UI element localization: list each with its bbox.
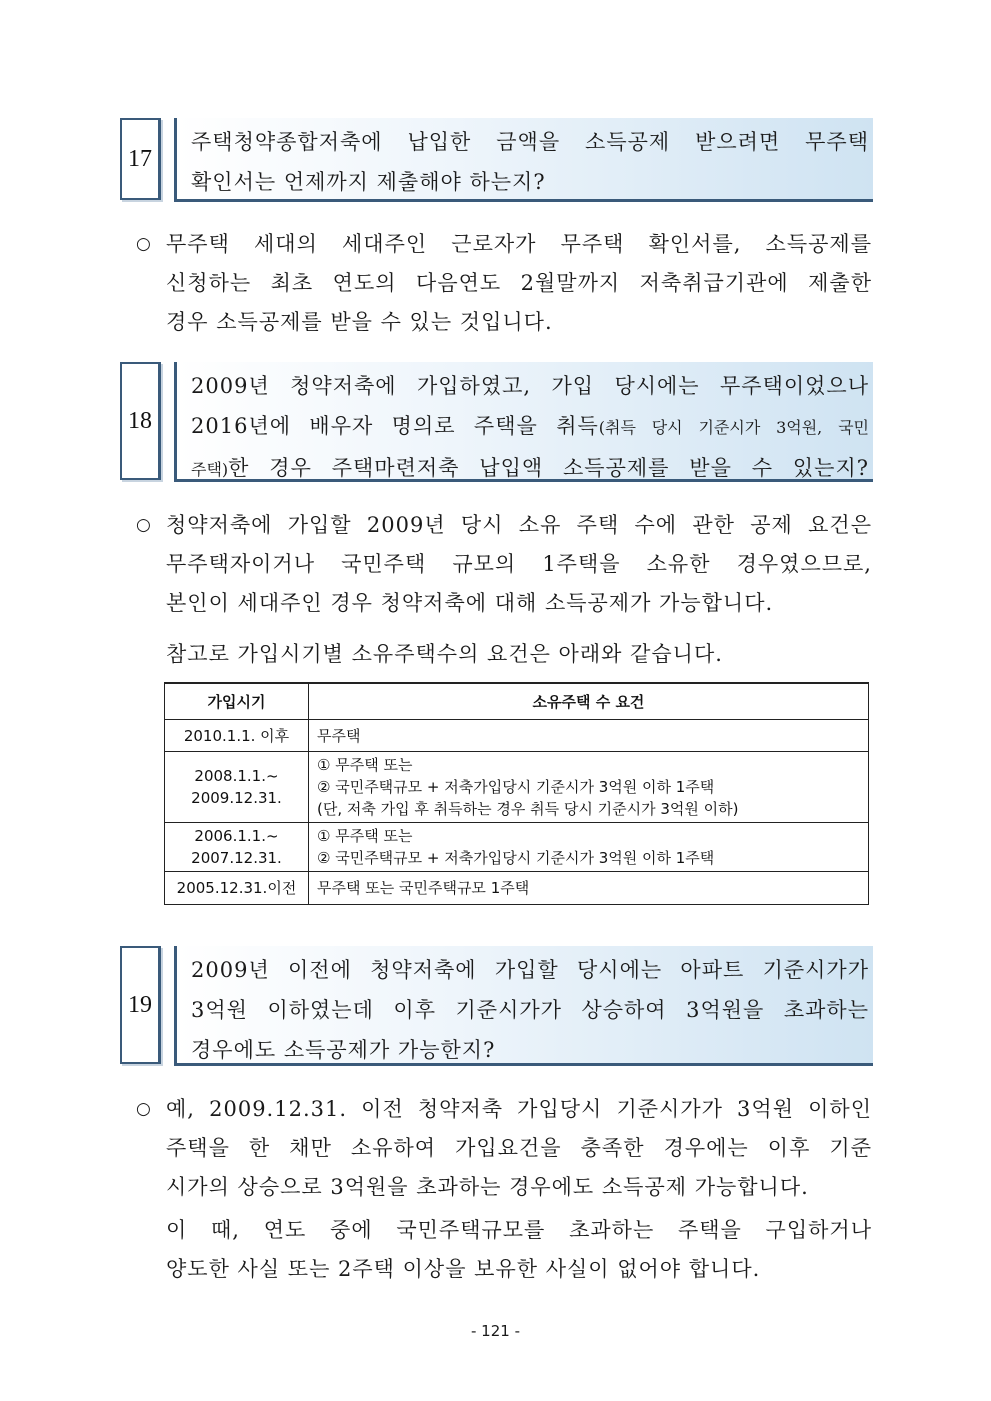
question-number: 18 — [120, 362, 161, 480]
question-line: 경우에도 소득공제가 가능한지? — [191, 1038, 496, 1062]
table-cell-condition — [309, 823, 869, 872]
question-line: 확인서는 언제까지 제출해야 하는지? — [191, 170, 546, 194]
period-line: 2008.1.1.~ — [194, 767, 279, 785]
answer-line: 예, 2009.12.31. 이전 청약저축 가입당시 기준시가가 3억원 이하인 — [166, 1097, 872, 1121]
condition-line: ① 무주택 또는 — [317, 756, 413, 774]
answer-line: 무주택자이거나 국민주택 규모의 1주택을 소유한 경우였으므로, — [166, 552, 872, 576]
answer-18 — [136, 506, 872, 674]
table-cell-condition: 무주택 — [309, 720, 869, 752]
table-header-row — [165, 683, 869, 720]
question-line: 2009년 청약저축에 가입하였고, 가입 당시에는 무주택이었으나 — [191, 374, 869, 398]
question-number: 19 — [120, 946, 161, 1064]
table-row — [165, 872, 869, 905]
question-line — [191, 406, 869, 448]
answer-line: 신청하는 최초 연도의 다음연도 2월말까지 저축취급기관에 제출한 — [166, 271, 872, 295]
question-line: 3억원 이하였는데 이후 기준시가가 상승하여 3억원을 초과하는 — [191, 998, 869, 1022]
table-cell-condition — [309, 752, 869, 823]
question-19 — [120, 946, 873, 1066]
table-row — [165, 823, 869, 872]
table-cell-period: 2005.12.31.이전 — [165, 872, 309, 905]
table-row — [165, 720, 869, 752]
answer-line: 경우 소득공제를 받을 수 있는 것입니다. — [166, 310, 553, 334]
table-cell-period — [165, 752, 309, 823]
question-line: 2009년 이전에 청약저축에 가입할 당시에는 아파트 기준시가가 — [191, 958, 869, 982]
period-line: 2006.1.1.~ — [194, 827, 279, 845]
question-18 — [120, 362, 873, 482]
answer-line: 주택을 한 채만 소유하여 가입요건을 충족한 경우에는 이후 기준 — [166, 1136, 872, 1160]
requirements-table — [164, 682, 869, 905]
condition-line: ② 국민주택규모 + 저축가입당시 기준시가 3억원 이하 1주택 — [317, 849, 715, 867]
question-text: 2016년에 배우자 명의로 주택을 취득 — [191, 414, 599, 438]
answer-line: 양도한 사실 또는 2주택 이상을 보유한 사실이 없어야 합니다. — [166, 1257, 761, 1281]
answer-17 — [136, 225, 872, 342]
bullet-circle: ○ — [136, 515, 152, 535]
question-note: (취득 당시 기준시가 3억원, 국민 — [598, 418, 869, 437]
table-row — [165, 752, 869, 823]
answer-line: 시가의 상승으로 3억원을 초과하는 경우에도 소득공제 가능합니다. — [166, 1175, 809, 1199]
answer-line: 본인이 세대주인 경우 청약저축에 대해 소득공제가 가능합니다. — [166, 591, 774, 615]
page-number: - 121 - — [471, 1322, 520, 1340]
answer-line: 이 때, 연도 중에 국민주택규모를 초과하는 주택을 구입하거나 — [166, 1218, 872, 1242]
period-line: 2007.12.31. — [191, 849, 282, 867]
question-line — [191, 448, 869, 490]
bullet-circle: ○ — [136, 234, 152, 254]
question-note: 주택) — [191, 460, 229, 479]
condition-line: ② 국민주택규모 + 저축가입당시 기준시가 3억원 이하 1주택 — [317, 778, 715, 796]
question-box — [174, 946, 873, 1066]
condition-line: (단, 저축 가입 후 취득하는 경우 취득 당시 기준시가 3억원 이하) — [317, 800, 739, 818]
question-number: 17 — [120, 118, 161, 200]
table-cell-period — [165, 823, 309, 872]
table-cell-condition: 무주택 또는 국민주택규모 1주택 — [309, 872, 869, 905]
period-line: 2009.12.31. — [191, 789, 282, 807]
table-cell-period: 2010.1.1. 이후 — [165, 720, 309, 752]
question-box — [174, 362, 873, 482]
table-header: 소유주택 수 요건 — [309, 683, 869, 720]
question-17 — [120, 118, 873, 202]
answer-note: 참고로 가입시기별 소유주택수의 요건은 아래와 같습니다. — [166, 642, 723, 666]
answer-line: 무주택 세대의 세대주인 근로자가 무주택 확인서를, 소득공제를 — [166, 232, 872, 256]
answer-line: 청약저축에 가입할 2009년 당시 소유 주택 수에 관한 공제 요건은 — [166, 513, 872, 537]
table-header: 가입시기 — [165, 683, 309, 720]
bullet-circle: ○ — [136, 1099, 152, 1119]
question-line: 주택청약종합저축에 납입한 금액을 소득공제 받으려면 무주택 — [191, 130, 869, 154]
condition-line: ① 무주택 또는 — [317, 827, 413, 845]
question-box — [174, 118, 873, 202]
answer-19 — [136, 1090, 872, 1289]
question-text: 한 경우 주택마련저축 납입액 소득공제를 받을 수 있는지? — [228, 456, 869, 480]
